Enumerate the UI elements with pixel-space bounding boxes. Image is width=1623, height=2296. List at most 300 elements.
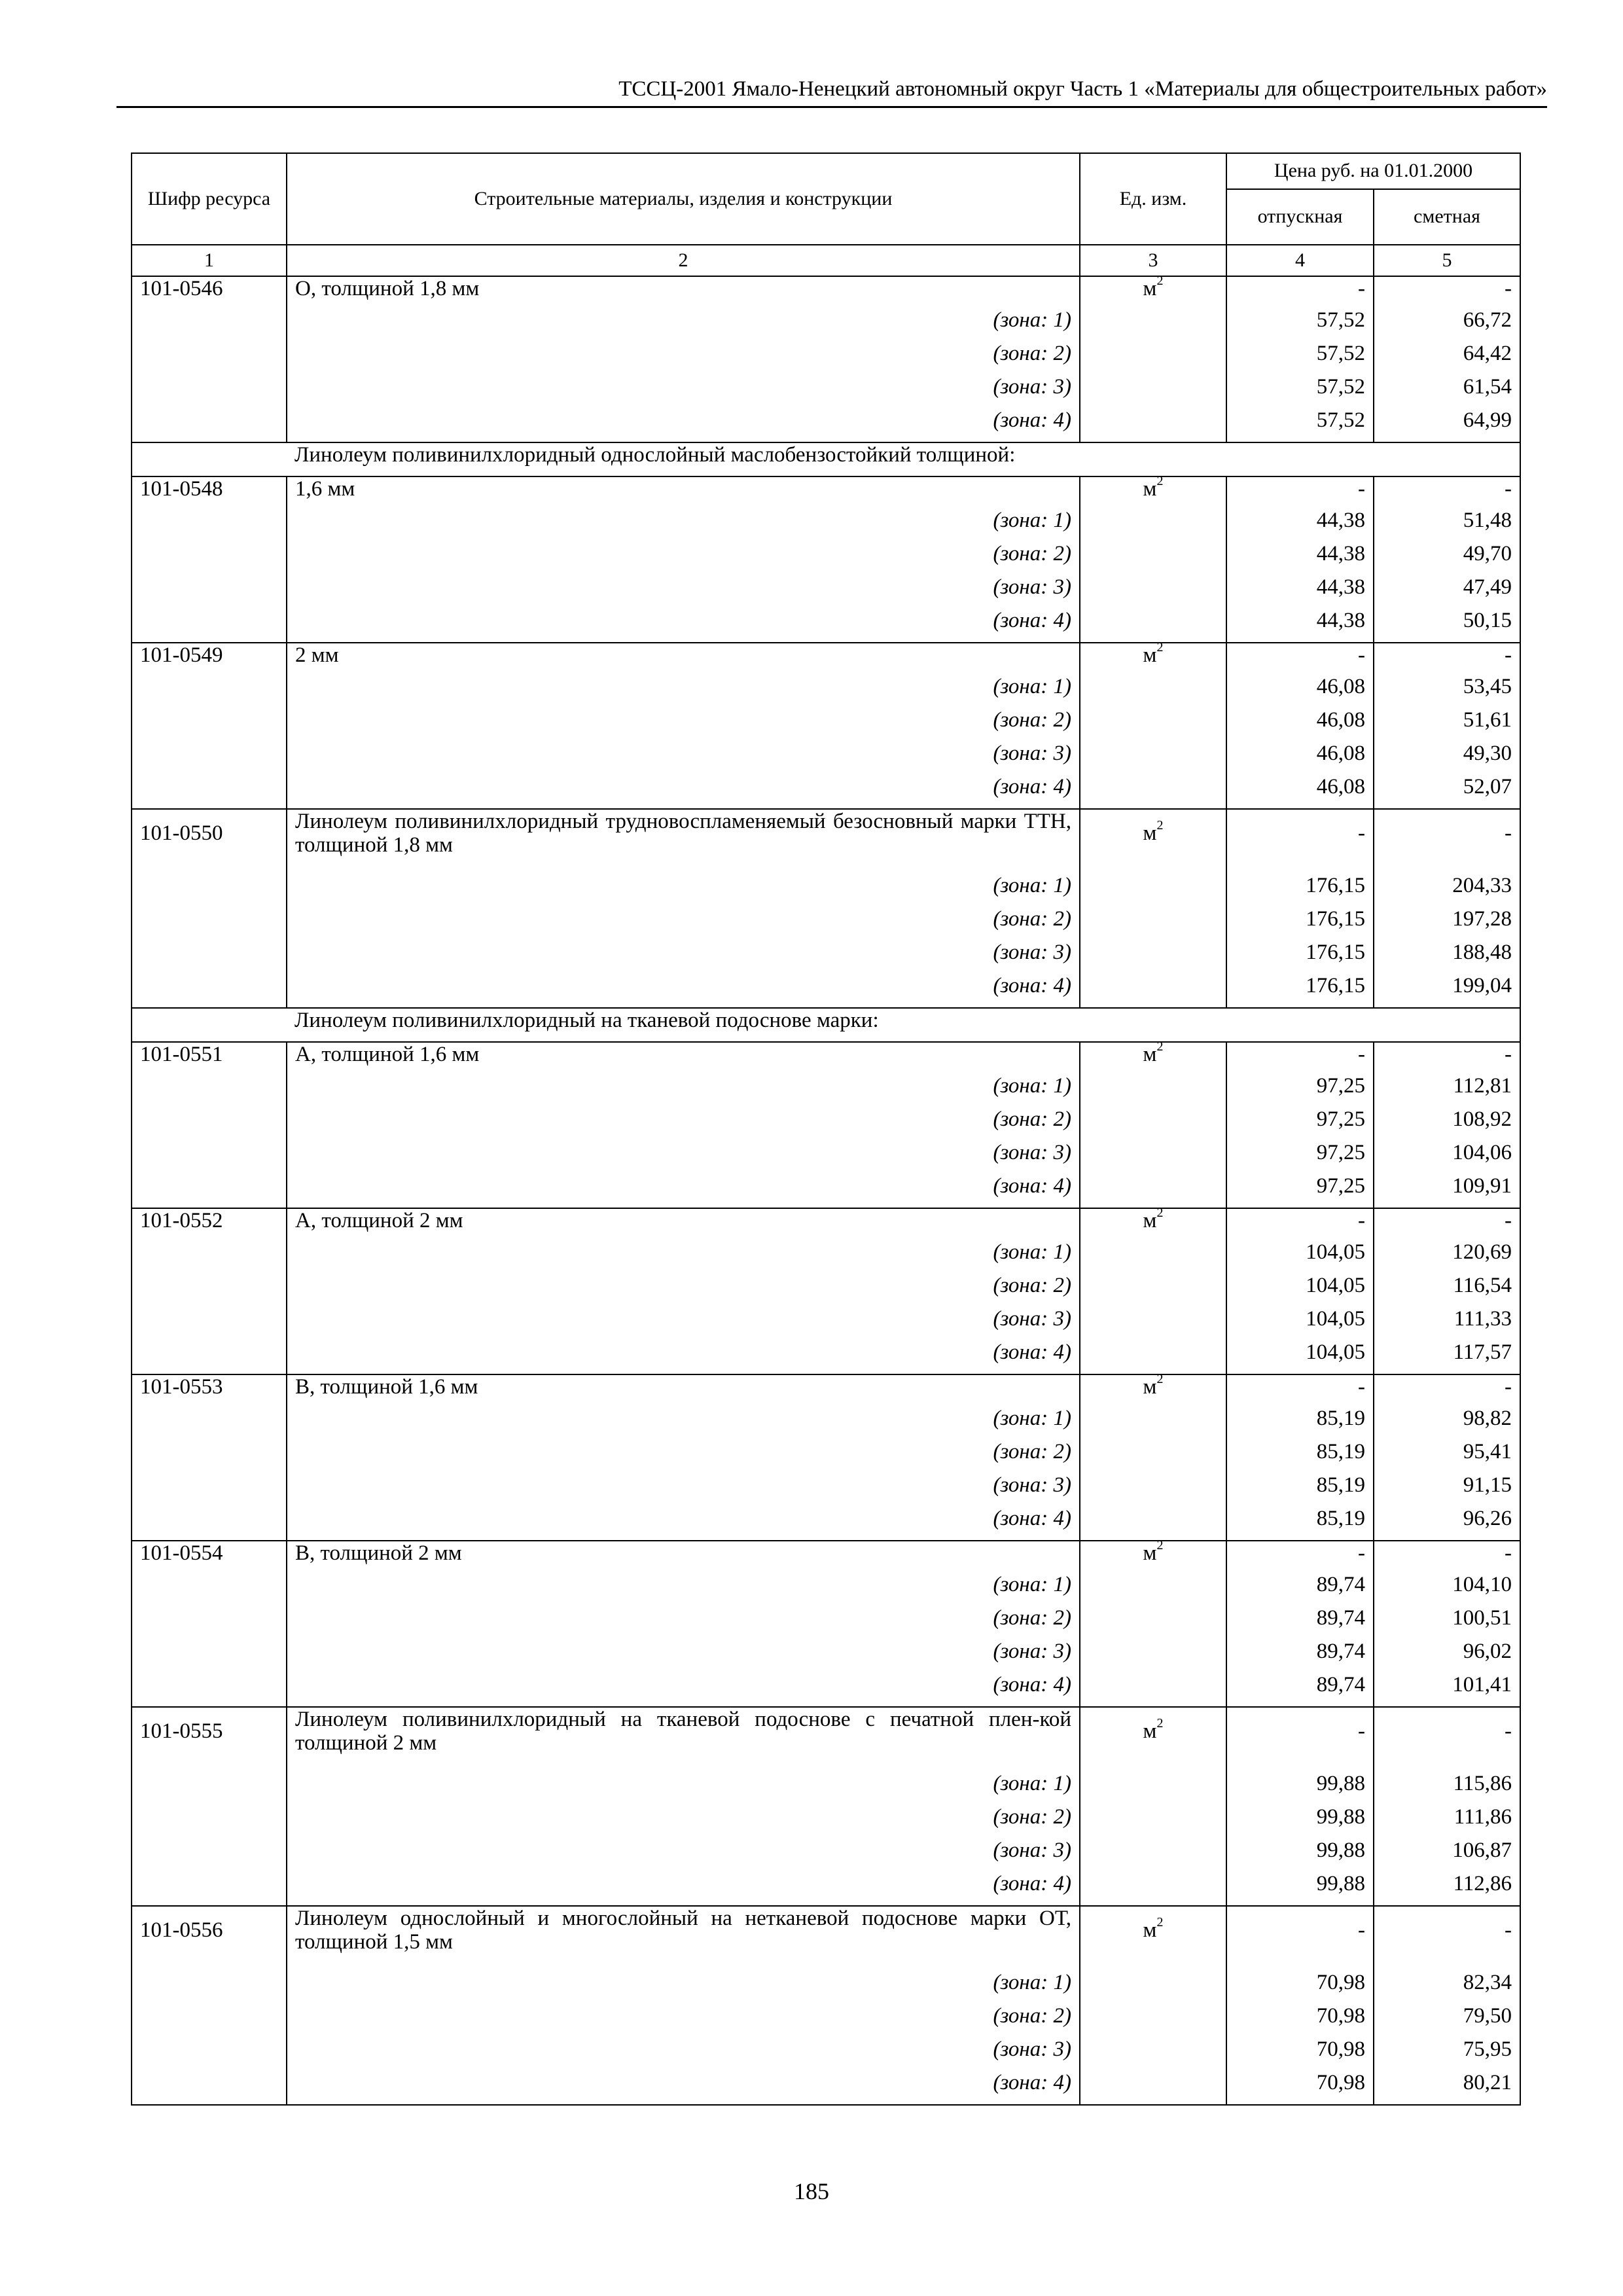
release-price: 104,05: [1226, 1274, 1374, 1307]
col-header-release: отпускная: [1226, 189, 1374, 245]
estimate-price: -: [1374, 1906, 1520, 1971]
empty-code-cell: [132, 375, 287, 408]
zone-row: [132, 874, 1520, 907]
empty-unit-cell: [1080, 1407, 1226, 1440]
zone-label: (зона: 1): [287, 509, 1080, 542]
zone-row: [132, 675, 1520, 708]
estimate-price: 120,69: [1374, 1240, 1520, 1274]
release-price: 57,52: [1226, 408, 1374, 442]
unit-label: м: [1143, 1043, 1157, 1066]
section-title: Линолеум поливинилхлоридный на тканевой подоснове марки:: [287, 1008, 1520, 1042]
zone-row: [132, 1573, 1520, 1606]
zone-label: (зона: 3): [287, 941, 1080, 974]
empty-unit-cell: [1080, 1307, 1226, 1340]
empty-code-cell: [132, 2037, 287, 2071]
estimate-price: 82,34: [1374, 1971, 1520, 2004]
material-name: Линолеум поливинилхлоридный трудновоспламеняемый безосновный марки ТТН, толщиной 1,8 мм: [287, 809, 1080, 874]
empty-code-cell: [132, 742, 287, 775]
unit-cell: [1080, 809, 1226, 874]
zone-label: (зона: 4): [287, 1872, 1080, 1906]
estimate-price: 101,41: [1374, 1673, 1520, 1707]
zone-row: [132, 907, 1520, 941]
empty-code-cell: [132, 941, 287, 974]
empty-unit-cell: [1080, 941, 1226, 974]
section-title: Линолеум поливинилхлоридный однослойный маслобензостойкий толщиной:: [287, 442, 1520, 476]
release-price: 70,98: [1226, 2037, 1374, 2071]
release-price: 99,88: [1226, 1872, 1374, 1906]
col-number: 1: [132, 245, 287, 276]
col-header-price-group: Цена руб. на 01.01.2000: [1226, 153, 1520, 189]
release-price: 89,74: [1226, 1606, 1374, 1640]
release-price: -: [1226, 643, 1374, 675]
estimate-price: 106,87: [1374, 1839, 1520, 1872]
release-price: 85,19: [1226, 1440, 1374, 1473]
empty-unit-cell: [1080, 974, 1226, 1008]
page-number: 185: [794, 2178, 829, 2204]
release-price: 46,08: [1226, 742, 1374, 775]
empty-unit-cell: [1080, 2071, 1226, 2105]
resource-code: 101-0551: [132, 1042, 287, 1074]
zone-label: (зона: 2): [287, 708, 1080, 742]
unit-cell: [1080, 640, 1226, 675]
release-price: 89,74: [1226, 1640, 1374, 1673]
estimate-price: 91,15: [1374, 1473, 1520, 1507]
zone-row: [132, 1340, 1520, 1374]
release-price: 46,08: [1226, 675, 1374, 708]
release-price: 57,52: [1226, 342, 1374, 375]
release-price: 44,38: [1226, 609, 1374, 643]
empty-unit-cell: [1080, 1673, 1226, 1707]
section-row: [132, 442, 1520, 476]
zone-label: (зона: 4): [287, 1673, 1080, 1707]
estimate-price: 51,48: [1374, 509, 1520, 542]
table-row: [132, 1541, 1520, 1573]
empty-code-cell: [132, 1606, 287, 1640]
empty-code-cell: [132, 675, 287, 708]
empty-code-cell: [132, 1141, 287, 1174]
empty-unit-cell: [1080, 509, 1226, 542]
zone-label: (зона: 2): [287, 1274, 1080, 1307]
unit-exponent: 2: [1156, 1206, 1164, 1220]
release-price: 89,74: [1226, 1573, 1374, 1606]
material-name: 1,6 мм: [287, 476, 1080, 509]
empty-code-cell: [132, 342, 287, 375]
estimate-price: 109,91: [1374, 1174, 1520, 1208]
empty-unit-cell: [1080, 1805, 1226, 1839]
empty-code-cell: [132, 509, 287, 542]
release-price: -: [1226, 1374, 1374, 1407]
table-row: [132, 276, 1520, 308]
zone-label: (зона: 3): [287, 1307, 1080, 1340]
empty-code-cell: [132, 2071, 287, 2105]
material-name: А, толщиной 1,6 мм: [287, 1042, 1080, 1074]
release-price: 57,52: [1226, 375, 1374, 408]
zone-row: [132, 1473, 1520, 1507]
release-price: 85,19: [1226, 1507, 1374, 1541]
material-name: Линолеум однослойный и многослойный на нетканевой подоснове марки ОТ, толщиной 1,5 мм: [287, 1906, 1080, 1971]
col-number: 4: [1226, 245, 1374, 276]
zone-label: (зона: 4): [287, 2071, 1080, 2105]
resource-code: 101-0549: [132, 643, 287, 675]
zone-label: (зона: 4): [287, 1174, 1080, 1208]
zone-row: [132, 1507, 1520, 1541]
estimate-price: 47,49: [1374, 575, 1520, 609]
release-price: 104,05: [1226, 1340, 1374, 1374]
zone-label: (зона: 1): [287, 1074, 1080, 1107]
estimate-price: 204,33: [1374, 874, 1520, 907]
empty-code-cell: [132, 775, 287, 809]
empty-unit-cell: [1080, 408, 1226, 442]
empty-unit-cell: [1080, 1074, 1226, 1107]
empty-unit-cell: [1080, 1440, 1226, 1473]
estimate-price: -: [1374, 643, 1520, 675]
release-price: -: [1226, 276, 1374, 308]
release-price: 104,05: [1226, 1307, 1374, 1340]
release-price: -: [1226, 1541, 1374, 1573]
estimate-price: 100,51: [1374, 1606, 1520, 1640]
table-row: [132, 1707, 1520, 1772]
release-price: 97,25: [1226, 1141, 1374, 1174]
estimate-price: 115,86: [1374, 1772, 1520, 1805]
unit-label: м: [1143, 1541, 1157, 1565]
zone-row: [132, 2071, 1520, 2105]
zone-row: [132, 1872, 1520, 1906]
zone-label: (зона: 1): [287, 1772, 1080, 1805]
unit-label: м: [1143, 643, 1157, 667]
col-number: 5: [1374, 245, 1520, 276]
estimate-price: 53,45: [1374, 675, 1520, 708]
estimate-price: 49,30: [1374, 742, 1520, 775]
section-code-cell: [132, 442, 287, 476]
col-header-unit: Ед. изм.: [1080, 153, 1226, 245]
unit-label: м: [1143, 1209, 1157, 1232]
estimate-price: 197,28: [1374, 907, 1520, 941]
empty-code-cell: [132, 2004, 287, 2037]
zone-label: (зона: 3): [287, 1640, 1080, 1673]
empty-code-cell: [132, 1307, 287, 1340]
empty-unit-cell: [1080, 1340, 1226, 1374]
estimate-price: 95,41: [1374, 1440, 1520, 1473]
zone-row: [132, 775, 1520, 809]
zone-label: (зона: 3): [287, 2037, 1080, 2071]
empty-code-cell: [132, 1340, 287, 1374]
zone-label: (зона: 1): [287, 1573, 1080, 1606]
zone-row: [132, 2004, 1520, 2037]
estimate-price: 52,07: [1374, 775, 1520, 809]
unit-exponent: 2: [1156, 818, 1164, 833]
unit-cell: [1080, 276, 1226, 308]
empty-code-cell: [132, 1074, 287, 1107]
table-row: [132, 1374, 1520, 1407]
release-price: 46,08: [1226, 708, 1374, 742]
zone-row: [132, 1839, 1520, 1872]
empty-code-cell: [132, 542, 287, 575]
zone-row: [132, 308, 1520, 342]
unit-cell: [1080, 476, 1226, 509]
header-rule: [116, 106, 1547, 108]
zone-row: [132, 1805, 1520, 1839]
release-price: 97,25: [1226, 1174, 1374, 1208]
estimate-price: 117,57: [1374, 1340, 1520, 1374]
unit-cell: [1080, 1538, 1226, 1573]
estimate-price: 96,26: [1374, 1507, 1520, 1541]
col-number: 2: [287, 245, 1080, 276]
release-price: 85,19: [1226, 1407, 1374, 1440]
estimate-price: 111,33: [1374, 1307, 1520, 1340]
release-price: 176,15: [1226, 907, 1374, 941]
empty-code-cell: [132, 1240, 287, 1274]
estimate-price: 49,70: [1374, 542, 1520, 575]
release-price: 176,15: [1226, 974, 1374, 1008]
resource-code: 101-0553: [132, 1374, 287, 1407]
unit-cell: [1080, 1707, 1226, 1772]
unit-cell: [1080, 1039, 1226, 1074]
estimate-price: 104,10: [1374, 1573, 1520, 1606]
release-price: 44,38: [1226, 575, 1374, 609]
empty-code-cell: [132, 1440, 287, 1473]
zone-label: (зона: 3): [287, 742, 1080, 775]
empty-unit-cell: [1080, 1240, 1226, 1274]
zone-row: [132, 1772, 1520, 1805]
table-row: [132, 809, 1520, 874]
zone-row: [132, 609, 1520, 643]
zone-label: (зона: 4): [287, 974, 1080, 1008]
zone-label: (зона: 2): [287, 1440, 1080, 1473]
material-name: В, толщиной 2 мм: [287, 1541, 1080, 1573]
empty-unit-cell: [1080, 1606, 1226, 1640]
estimate-price: 98,82: [1374, 1407, 1520, 1440]
col-header-name: Строительные материалы, изделия и конструкции: [287, 153, 1080, 245]
zone-row: [132, 542, 1520, 575]
release-price: 99,88: [1226, 1839, 1374, 1872]
empty-code-cell: [132, 974, 287, 1008]
estimate-price: 108,92: [1374, 1107, 1520, 1141]
estimate-price: 64,42: [1374, 342, 1520, 375]
zone-label: (зона: 2): [287, 1805, 1080, 1839]
unit-exponent: 2: [1156, 1716, 1164, 1731]
zone-label: (зона: 2): [287, 342, 1080, 375]
material-name: 2 мм: [287, 643, 1080, 675]
estimate-price: 112,86: [1374, 1872, 1520, 1906]
table-row: [132, 1906, 1520, 1971]
estimate-price: 188,48: [1374, 941, 1520, 974]
empty-unit-cell: [1080, 1507, 1226, 1541]
estimate-price: 79,50: [1374, 2004, 1520, 2037]
zone-row: [132, 375, 1520, 408]
unit-exponent: 2: [1156, 474, 1164, 488]
zone-label: (зона: 1): [287, 675, 1080, 708]
estimate-price: -: [1374, 1208, 1520, 1240]
zone-row: [132, 1307, 1520, 1340]
estimate-price: 96,02: [1374, 1640, 1520, 1673]
empty-unit-cell: [1080, 1274, 1226, 1307]
empty-code-cell: [132, 575, 287, 609]
unit-label: м: [1143, 277, 1157, 300]
estimate-price: -: [1374, 276, 1520, 308]
empty-unit-cell: [1080, 1772, 1226, 1805]
estimate-price: 75,95: [1374, 2037, 1520, 2071]
material-name: А, толщиной 2 мм: [287, 1208, 1080, 1240]
release-price: 70,98: [1226, 2071, 1374, 2105]
resource-code: 101-0548: [132, 476, 287, 509]
zone-row: [132, 408, 1520, 442]
unit-exponent: 2: [1156, 1039, 1164, 1054]
estimate-price: 80,21: [1374, 2071, 1520, 2105]
zone-row: [132, 1141, 1520, 1174]
zone-row: [132, 1074, 1520, 1107]
unit-exponent: 2: [1156, 640, 1164, 655]
release-price: 85,19: [1226, 1473, 1374, 1507]
zone-row: [132, 575, 1520, 609]
zone-label: (зона: 1): [287, 1407, 1080, 1440]
release-price: 97,25: [1226, 1107, 1374, 1141]
release-price: 46,08: [1226, 775, 1374, 809]
unit-cell: [1080, 1374, 1226, 1407]
col-header-estimate: сметная: [1374, 189, 1520, 245]
release-price: 70,98: [1226, 2004, 1374, 2037]
release-price: -: [1226, 1042, 1374, 1074]
empty-unit-cell: [1080, 1872, 1226, 1906]
estimate-price: 66,72: [1374, 308, 1520, 342]
empty-code-cell: [132, 708, 287, 742]
empty-unit-cell: [1080, 1107, 1226, 1141]
estimate-price: 112,81: [1374, 1074, 1520, 1107]
zone-row: [132, 1971, 1520, 2004]
table-row: [132, 1208, 1520, 1240]
release-price: -: [1226, 476, 1374, 509]
zone-label: (зона: 2): [287, 1107, 1080, 1141]
release-price: -: [1226, 1906, 1374, 1971]
empty-code-cell: [132, 1274, 287, 1307]
release-price: 44,38: [1226, 509, 1374, 542]
empty-code-cell: [132, 408, 287, 442]
release-price: 70,98: [1226, 1971, 1374, 2004]
empty-unit-cell: [1080, 775, 1226, 809]
zone-row: [132, 1640, 1520, 1673]
col-header-code: Шифр ресурса: [132, 153, 287, 245]
zone-row: [132, 342, 1520, 375]
empty-unit-cell: [1080, 575, 1226, 609]
empty-unit-cell: [1080, 1174, 1226, 1208]
material-name: В, толщиной 1,6 мм: [287, 1374, 1080, 1407]
empty-code-cell: [132, 874, 287, 907]
empty-code-cell: [132, 1573, 287, 1606]
zone-label: (зона: 2): [287, 907, 1080, 941]
zone-row: [132, 1440, 1520, 1473]
zone-label: (зона: 3): [287, 1473, 1080, 1507]
release-price: 176,15: [1226, 941, 1374, 974]
empty-code-cell: [132, 609, 287, 643]
release-price: 97,25: [1226, 1074, 1374, 1107]
release-price: 99,88: [1226, 1805, 1374, 1839]
empty-code-cell: [132, 1640, 287, 1673]
zone-row: [132, 1673, 1520, 1707]
empty-code-cell: [132, 1673, 287, 1707]
unit-label: м: [1143, 821, 1157, 845]
zone-row: [132, 1174, 1520, 1208]
empty-unit-cell: [1080, 2037, 1226, 2071]
unit-exponent: 2: [1156, 1372, 1164, 1386]
resource-code: 101-0555: [132, 1707, 287, 1772]
zone-label: (зона: 3): [287, 575, 1080, 609]
zone-label: (зона: 2): [287, 542, 1080, 575]
empty-unit-cell: [1080, 2004, 1226, 2037]
release-price: 57,52: [1226, 308, 1374, 342]
estimate-price: 64,99: [1374, 408, 1520, 442]
empty-code-cell: [132, 1407, 287, 1440]
estimate-price: -: [1374, 1042, 1520, 1074]
zone-label: (зона: 4): [287, 775, 1080, 809]
zone-row: [132, 1107, 1520, 1141]
empty-code-cell: [132, 907, 287, 941]
empty-code-cell: [132, 308, 287, 342]
col-number: 3: [1080, 245, 1226, 276]
unit-cell: [1080, 1906, 1226, 1971]
empty-unit-cell: [1080, 308, 1226, 342]
estimate-price: 61,54: [1374, 375, 1520, 408]
zone-row: [132, 742, 1520, 775]
material-name: О, толщиной 1,8 мм: [287, 276, 1080, 308]
unit-label: м: [1143, 477, 1157, 501]
zone-label: (зона: 1): [287, 308, 1080, 342]
resource-code: 101-0552: [132, 1208, 287, 1240]
empty-code-cell: [132, 1971, 287, 2004]
table-row: [132, 1042, 1520, 1074]
empty-code-cell: [132, 1507, 287, 1541]
empty-code-cell: [132, 1473, 287, 1507]
empty-unit-cell: [1080, 1971, 1226, 2004]
zone-row: [132, 509, 1520, 542]
empty-code-cell: [132, 1174, 287, 1208]
release-price: -: [1226, 1707, 1374, 1772]
release-price: 176,15: [1226, 874, 1374, 907]
zone-label: (зона: 3): [287, 375, 1080, 408]
unit-exponent: 2: [1156, 1538, 1164, 1552]
release-price: -: [1226, 809, 1374, 874]
table-row: [132, 643, 1520, 675]
empty-code-cell: [132, 1805, 287, 1839]
resource-code: 101-0546: [132, 276, 287, 308]
zone-row: [132, 1606, 1520, 1640]
section-row: [132, 1008, 1520, 1042]
zone-label: (зона: 4): [287, 609, 1080, 643]
zone-row: [132, 974, 1520, 1008]
price-table: [131, 152, 1521, 2106]
release-price: 44,38: [1226, 542, 1374, 575]
zone-label: (зона: 1): [287, 1971, 1080, 2004]
empty-unit-cell: [1080, 1640, 1226, 1673]
resource-code: 101-0556: [132, 1906, 287, 1971]
resource-code: 101-0554: [132, 1541, 287, 1573]
estimate-price: 111,86: [1374, 1805, 1520, 1839]
zone-label: (зона: 2): [287, 1606, 1080, 1640]
zone-label: (зона: 1): [287, 1240, 1080, 1274]
empty-code-cell: [132, 1107, 287, 1141]
zone-row: [132, 1274, 1520, 1307]
unit-label: м: [1143, 1719, 1157, 1743]
estimate-price: 104,06: [1374, 1141, 1520, 1174]
unit-exponent: 2: [1156, 1915, 1164, 1929]
zone-row: [132, 1407, 1520, 1440]
empty-code-cell: [132, 1772, 287, 1805]
release-price: 99,88: [1226, 1772, 1374, 1805]
empty-unit-cell: [1080, 1473, 1226, 1507]
estimate-price: -: [1374, 476, 1520, 509]
empty-unit-cell: [1080, 375, 1226, 408]
zone-row: [132, 2037, 1520, 2071]
estimate-price: -: [1374, 1707, 1520, 1772]
empty-unit-cell: [1080, 1141, 1226, 1174]
